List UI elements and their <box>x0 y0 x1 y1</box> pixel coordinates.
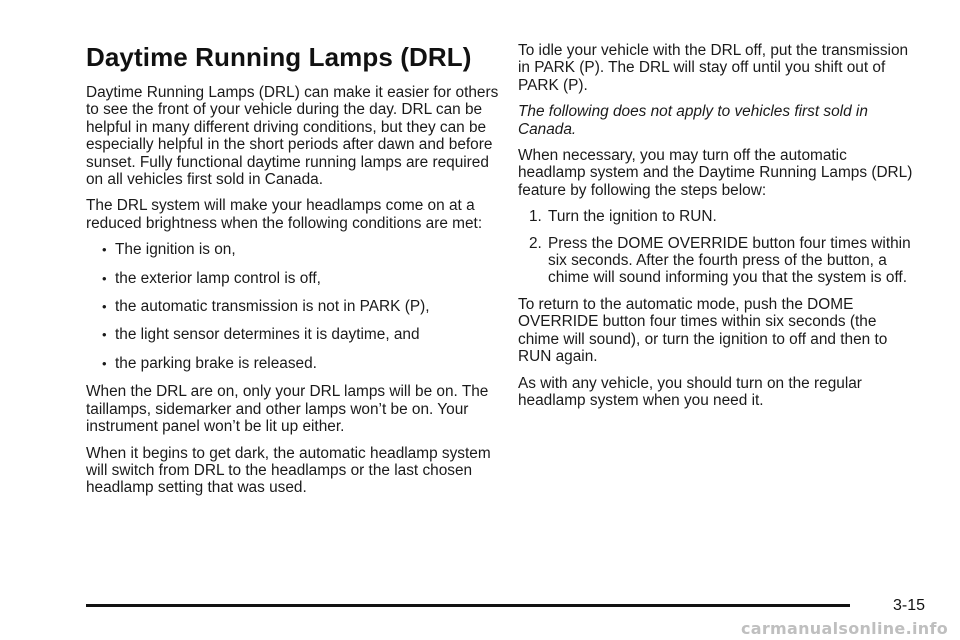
list-item-text: The ignition is on, <box>115 241 236 259</box>
list-item <box>86 326 506 343</box>
canada-note: The following does not apply to vehicles first sold in Canada. <box>518 103 868 138</box>
list-item <box>86 241 506 258</box>
bullet-icon: • <box>102 270 107 286</box>
list-item <box>86 270 506 287</box>
bullet-icon: • <box>102 355 107 371</box>
intro-paragraph: Daytime Running Lamps (DRL) can make it easier for others to see the front of your vehicle during the day. DRL can be helpful in many different driving conditions, but they can be especially helpful in the short periods after dawn and before sunset. Fully functional daytime running lamps are required on all vehicles first sold in Canada. <box>86 84 499 189</box>
bullet-icon: • <box>102 299 107 315</box>
step-item <box>518 235 918 287</box>
regular-headlamp-paragraph: As with any vehicle, you should turn on the regular headlamp system when you need it. <box>518 374 862 409</box>
list-item <box>86 355 506 372</box>
steps-list <box>518 208 918 287</box>
conditions-list <box>86 241 506 372</box>
list-item-text: the automatic transmission is not in PARK (P), <box>115 298 430 316</box>
dark-paragraph: When it begins to get dark, the automatic headlamp system will switch from DRL to the headlamps or the last chosen headlamp setting that was used. <box>86 444 491 497</box>
list-item-text: the parking brake is released. <box>115 354 317 372</box>
list-item <box>86 298 506 315</box>
right-column <box>518 42 918 418</box>
step-number: 2. <box>529 234 542 252</box>
turn-off-paragraph: When necessary, you may turn off the automatic headlamp system and the Daytime Running Lamps (DRL) feature by following the steps below: <box>518 147 913 199</box>
step-number: 1. <box>529 208 542 226</box>
left-column <box>86 42 506 506</box>
section-title: Daytime Running Lamps (DRL) <box>86 42 472 72</box>
step-item <box>518 208 918 225</box>
list-item-text: the exterior lamp control is off, <box>115 269 321 287</box>
step-text: Press the DOME OVERRIDE button four times within six seconds. After the fourth press of the button, a chime will sound informing you that the system is off. <box>548 234 911 287</box>
watermark: carmanualsonline.info <box>740 619 948 638</box>
list-item-text: the light sensor determines it is daytime, and <box>115 326 420 344</box>
page-number: 3-15 <box>893 597 926 614</box>
footer-rule <box>86 604 850 607</box>
conditions-paragraph: The DRL system will make your headlamps come on at a reduced brightness when the following conditions are met: <box>86 197 483 232</box>
bullet-icon: • <box>102 327 107 343</box>
bullet-icon: • <box>102 242 107 258</box>
step-text: Turn the ignition to RUN. <box>548 208 717 226</box>
return-paragraph: To return to the automatic mode, push the DOME OVERRIDE button four times within six seconds (the chime will sound), or turn the ignition to off and then to RUN again. <box>518 295 888 366</box>
drl-on-paragraph: When the DRL are on, only your DRL lamps will be on. The taillamps, sidemarker and other lamps won’t be on. Your instrument panel won’t be lit up either. <box>86 383 489 436</box>
idle-paragraph: To idle your vehicle with the DRL off, put the transmission in PARK (P). The DRL will stay off until you shift out of PARK (P). <box>518 42 909 94</box>
